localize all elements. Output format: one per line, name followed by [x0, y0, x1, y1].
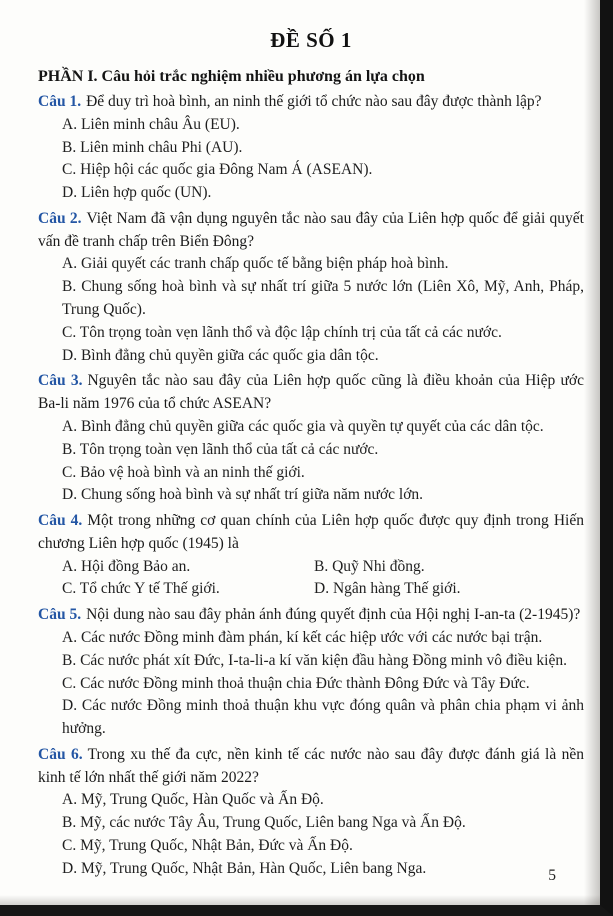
question-6: [38, 744, 584, 881]
question-1-options: [38, 114, 584, 205]
question-2-option-d: D. Bình đẳng chủ quyền giữa các quốc gia dân tộc.: [62, 346, 379, 364]
question-6-option-d: D. Mỹ, Trung Quốc, Nhật Bản, Hàn Quốc, Liên bang Nga.: [62, 859, 427, 877]
question-5-option-c: C. Các nước Đồng minh thoả thuận chia Đức thành Đông Đức và Tây Đức.: [62, 674, 530, 692]
question-1-label: Câu 1.: [38, 93, 82, 110]
question-1-stem-text: Để duy trì hoà bình, an ninh thế giới tổ chức nào sau đây được thành lập?: [86, 93, 542, 110]
question-3-option-a: A. Bình đẳng chủ quyền giữa các quốc gia và quyền tự quyết của các dân tộc.: [62, 417, 544, 435]
question-5: [38, 604, 584, 741]
question-6-option-a: A. Mỹ, Trung Quốc, Hàn Quốc và Ấn Độ.: [62, 791, 324, 809]
question-5-stem-text: Nội dung nào sau đây phản ánh đúng quyết định của Hội nghị I-an-ta (2-1945)?: [86, 606, 581, 624]
question-4-label: Câu 4.: [38, 512, 83, 530]
question-2: [38, 208, 584, 367]
question-3-option-d: D. Chung sống hoà bình và sự nhất trí giữa năm nước lớn.: [62, 486, 424, 504]
question-2-option-a: A. Giải quyết các tranh chấp quốc tế bằng biện pháp hoà bình.: [62, 255, 449, 273]
question-1-option-a: A. Liên minh châu Âu (EU).: [62, 115, 240, 133]
question-5-option-a: A. Các nước Đồng minh đàm phán, kí kết các hiệp ước với các nước bại trận.: [62, 628, 543, 646]
question-2-label: Câu 2.: [38, 209, 82, 227]
page-title: ĐỀ SỐ 1: [270, 28, 352, 52]
section-heading: PHẦN I. Câu hỏi trắc nghiệm nhiều phương án lựa chọn: [38, 68, 425, 85]
question-3-option-b: B. Tôn trọng toàn vẹn lãnh thổ của tất cả các nước.: [62, 440, 379, 458]
question-4-option-a: A. Hội đồng Bảo an.: [62, 557, 191, 575]
question-1-stem: [38, 91, 584, 114]
question-2-stem: [38, 208, 584, 254]
page-number: 5: [548, 867, 556, 884]
question-3-stem-text: Nguyên tắc nào sau đây của Liên hợp quốc cũng là điều khoản của Hiệp ước Ba-li năm 1976 của tổ chức ASEAN?: [38, 372, 584, 413]
question-4-options: [38, 556, 584, 602]
scan-shadow-right: [584, 0, 600, 905]
question-6-option-b: B. Mỹ, các nước Tây Âu, Trung Quốc, Liên bang Nga và Ấn Độ.: [62, 814, 466, 832]
question-5-options: [38, 627, 584, 741]
question-2-option-b: B. Chung sống hoà bình và sự nhất trí giữa 5 nước lớn (Liên Xô, Mỹ, Anh, Pháp, Trung Quốc).: [62, 278, 584, 319]
question-5-option-d: D. Các nước Đồng minh thoả thuận khu vực đóng quân và phân chia phạm vi ảnh hưởng.: [62, 697, 584, 738]
question-3-option-c: C. Bảo vệ hoà bình và an ninh thế giới.: [62, 463, 305, 481]
question-3-label: Câu 3.: [38, 372, 83, 390]
question-6-stem-text: Trong xu thế đa cực, nền kinh tế các nước nào sau đây được đánh giá là nền kinh tế lớn nhất thế giới năm 2022?: [38, 745, 584, 786]
question-1: [38, 91, 584, 205]
question-3-stem: [38, 370, 584, 416]
question-2-stem-text: Việt Nam đã vận dụng nguyên tắc nào sau đây của Liên hợp quốc để giải quyết vấn đề tranh chấp trên Biển Đông?: [38, 209, 584, 250]
question-5-label: Câu 5.: [38, 606, 82, 624]
question-5-option-b: B. Các nước phát xít Đức, I-ta-li-a kí văn kiện đầu hàng Đồng minh vô điều kiện.: [62, 651, 567, 669]
question-1-option-d: D. Liên hợp quốc (UN).: [62, 184, 212, 202]
question-4-stem: [38, 510, 584, 556]
question-2-options: [38, 253, 584, 367]
question-4-option-c: C. Tổ chức Y tế Thế giới.: [62, 580, 220, 598]
question-3: [38, 370, 584, 507]
question-3-options: [38, 416, 584, 507]
question-6-options: [38, 789, 584, 880]
question-4-option-b: B. Quỹ Nhi đồng.: [314, 557, 425, 575]
question-1-option-c: C. Hiệp hội các quốc gia Đông Nam Á (ASEAN).: [62, 161, 373, 179]
question-4: [38, 510, 584, 601]
question-6-label: Câu 6.: [38, 745, 83, 763]
question-1-option-b: B. Liên minh châu Phi (AU).: [62, 138, 243, 156]
question-4-option-d: D. Ngân hàng Thế giới.: [314, 580, 461, 598]
scan-shadow-bottom: [0, 895, 600, 905]
question-5-stem: [38, 604, 584, 627]
question-6-stem: [38, 744, 584, 790]
question-6-option-c: C. Mỹ, Trung Quốc, Nhật Bản, Đức và Ấn Độ.: [62, 837, 353, 854]
question-2-option-c: C. Tôn trọng toàn vẹn lãnh thổ và độc lập chính trị của tất cả các nước.: [62, 323, 502, 341]
question-4-stem-text: Một trong những cơ quan chính của Liên hợp quốc được quy định trong Hiến chương Liên hợp quốc (1945) là: [38, 512, 584, 552]
